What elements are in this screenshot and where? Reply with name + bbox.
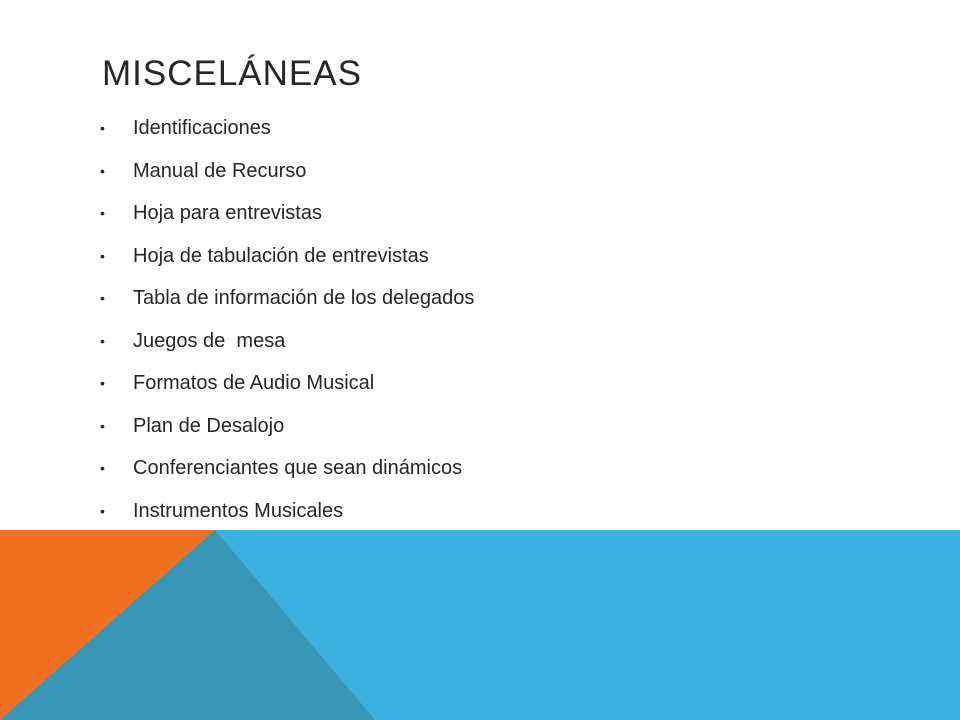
bullet-icon: •: [100, 205, 105, 221]
bullet-icon: •: [100, 162, 105, 179]
decorative-band: [0, 530, 960, 720]
bullet-icon: •: [100, 290, 105, 306]
list-item: [100, 447, 474, 490]
list-item-label: Plan de Desalojo: [133, 414, 285, 437]
bullet-icon: •: [100, 247, 105, 264]
list-item-label: Conferenciantes que sean dinámicos: [133, 457, 463, 479]
list-item-label: Formatos de Audio Musical: [133, 372, 375, 394]
list-item: [100, 320, 474, 363]
bullet-icon: •: [100, 502, 105, 519]
list-item: [100, 362, 474, 405]
bullet-icon: •: [100, 460, 105, 476]
bullet-icon: •: [100, 417, 105, 434]
list-item: [100, 277, 474, 320]
list-item: [100, 405, 474, 448]
list-item: [100, 235, 474, 278]
bullet-list: [100, 107, 474, 532]
slide-title: MISCELÁNEAS: [102, 54, 362, 93]
list-item-label: Hoja de tabulación de entrevistas: [133, 244, 429, 267]
list-item: [100, 150, 474, 193]
list-item-label: Manual de Recurso: [133, 159, 307, 182]
bullet-icon: •: [100, 120, 105, 136]
list-item-label: Tabla de información de los delegados: [133, 287, 475, 309]
bullet-icon: •: [100, 375, 105, 391]
list-item-label: Hoja para entrevistas: [133, 202, 322, 224]
list-item-label: Identificaciones: [133, 117, 271, 139]
bullet-icon: •: [100, 332, 105, 349]
list-item: [100, 490, 474, 533]
list-item-label: Juegos de mesa: [133, 329, 286, 352]
list-item-label: Instrumentos Musicales: [133, 499, 344, 522]
list-item: [100, 192, 474, 235]
list-item: [100, 107, 474, 150]
